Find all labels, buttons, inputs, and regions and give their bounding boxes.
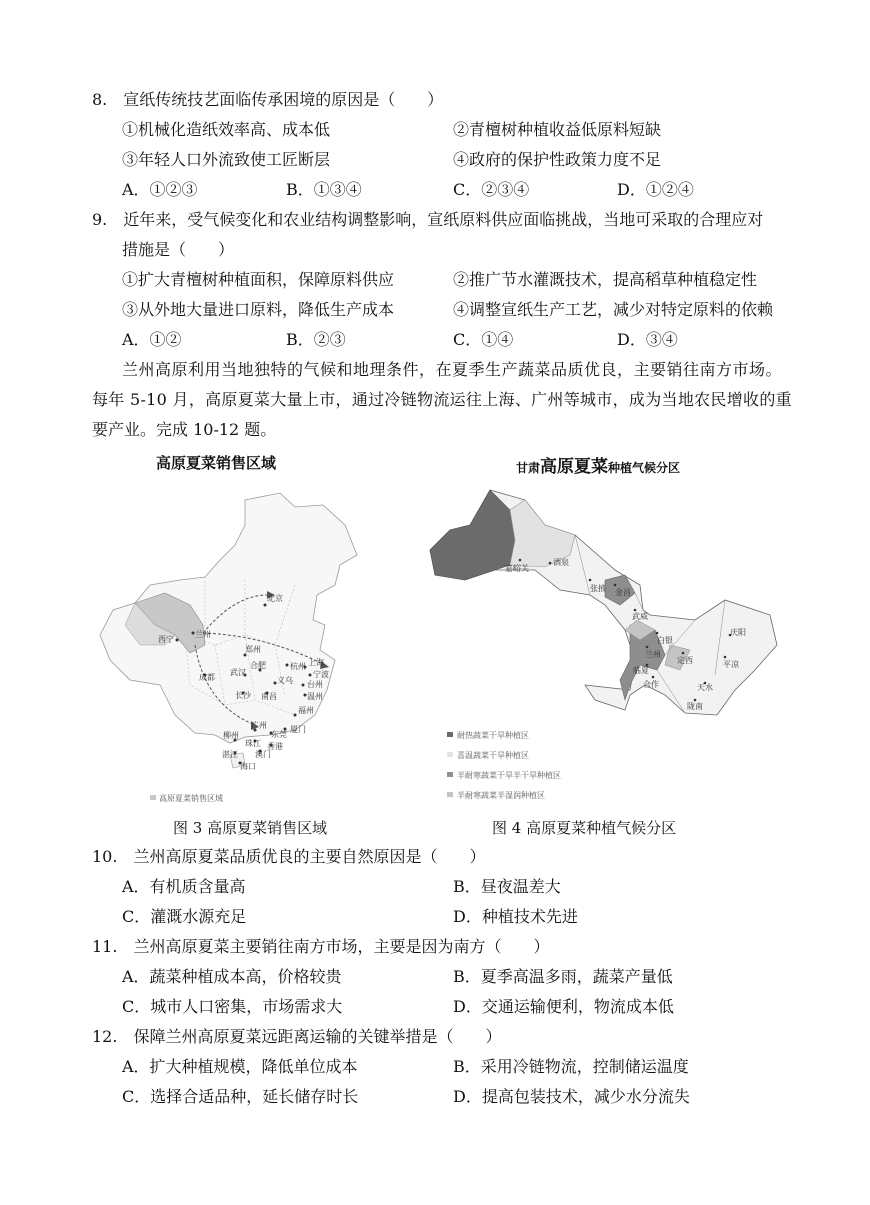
q12-option-a: A．扩大种植规模，降低单位成本 xyxy=(122,1057,358,1076)
legend-swatch xyxy=(447,792,453,797)
fig4-place-label: 嘉峪关 xyxy=(505,564,529,573)
fig4-legend xyxy=(447,730,561,800)
q9-item-2: ②推广节水灌溉技术，提高稻草种植稳定性 xyxy=(453,270,758,289)
city-label: 义乌 xyxy=(277,676,293,685)
q9-option-d: D．③④ xyxy=(617,330,678,349)
q12-option-b: B．采用冷链物流，控制储运温度 xyxy=(453,1057,689,1076)
q8-option-b: B．①③④ xyxy=(286,180,362,199)
q9-item-3: ③从外地大量进口原料，降低生产成本 xyxy=(122,300,395,319)
q10-option-d: D．种植技术先进 xyxy=(453,907,578,926)
q12-option-c: C．选择合适品种，延长储存时长 xyxy=(122,1087,359,1106)
city-label: 东莞 xyxy=(271,730,287,739)
passage-line-3: 要产业。完成 10-12 题。 xyxy=(92,420,277,439)
city-label: 西宁 xyxy=(158,635,174,644)
city-label: 长沙 xyxy=(235,691,251,700)
legend-label: 半耐寒蔬菜半湿润种植区 xyxy=(457,791,545,800)
city-label: 宁波 xyxy=(313,670,329,679)
q8-item-4: ④政府的保护性政策力度不足 xyxy=(453,150,662,169)
city-label: 湛江 xyxy=(222,750,238,759)
legend-swatch xyxy=(447,732,453,737)
passage-line-1: 兰州高原利用当地独特的气候和地理条件，在夏季生产蔬菜品质优良，主要销往南方市场。 xyxy=(122,360,783,379)
fig4-place-label: 庆阳 xyxy=(730,628,746,637)
q10-stem: 10. 兰州高原夏菜品质优良的主要自然原因是（ ） xyxy=(92,847,486,866)
q10-option-c: C．灌溉水源充足 xyxy=(122,907,247,926)
legend-swatch xyxy=(447,752,453,757)
q10-option-a: A．有机质含量高 xyxy=(122,877,246,896)
fig3-map xyxy=(95,485,365,810)
legend-label: 喜温蔬菜干旱种植区 xyxy=(457,751,529,760)
fig3-title: 高原夏菜销售区域 xyxy=(156,454,277,472)
fig4-place-label: 平凉 xyxy=(723,660,739,669)
fig4-caption: 图 4 高原夏菜种植气候分区 xyxy=(492,819,677,837)
fig4-place-label: 白银 xyxy=(657,636,673,645)
city-label: 柳州 xyxy=(223,731,239,740)
city-label: 南昌 xyxy=(261,692,277,701)
q12-option-d: D．提高包装技术，减少水分流失 xyxy=(453,1087,690,1106)
city-label: 台州 xyxy=(307,680,323,689)
q8-option-d: D．①②④ xyxy=(617,180,694,199)
city-label: 杭州 xyxy=(290,662,306,671)
q8-option-c: C．②③④ xyxy=(453,180,530,199)
city-label: 上海 xyxy=(308,658,324,667)
fig4-place-label: 定西 xyxy=(677,656,693,665)
city-label: 澳门 xyxy=(255,750,271,759)
q10-option-b: B．昼夜温差大 xyxy=(453,877,561,896)
q8-option-a: A．①②③ xyxy=(122,180,198,199)
city-label: 北京 xyxy=(267,594,283,603)
q9-stem-line2: 措施是（ ） xyxy=(122,240,235,259)
fig4-place-label: 兰州 xyxy=(645,650,661,659)
q9-item-4: ④调整宣纸生产工艺，减少对特定原料的依赖 xyxy=(453,300,774,319)
city-label: 厦门 xyxy=(290,725,306,734)
fig4-place-label: 张掖 xyxy=(590,584,606,593)
city-label: 成都 xyxy=(199,673,215,682)
fig4-place-label: 陇南 xyxy=(687,702,703,711)
fig4-map xyxy=(425,485,785,810)
city-label: 合肥 xyxy=(250,661,266,670)
legend-swatch xyxy=(447,772,453,777)
fig4-place-label: 临夏 xyxy=(633,666,649,675)
fig4-place-label: 酒泉 xyxy=(553,558,569,567)
q11-option-c: C．城市人口密集，市场需求大 xyxy=(122,997,343,1016)
q8-item-2: ②青檀树种植收益低原料短缺 xyxy=(453,120,662,139)
q9-stem-line1: 9. 近年来，受气候变化和农业结构调整影响，宣纸原料供应面临挑战，当地可采取的合理应对 xyxy=(92,210,764,229)
q8-item-3: ③年轻人口外流致使工匠断层 xyxy=(122,150,331,169)
fig3-legend: 高原夏菜销售区域 xyxy=(159,794,223,803)
city-label: 广州 xyxy=(251,721,267,730)
q11-stem: 11. 兰州高原夏菜主要销往南方市场，主要是因为南方（ ） xyxy=(92,937,550,956)
q8-stem: 8. 宣纸传统技艺面临传承困境的原因是（ ） xyxy=(92,90,444,109)
fig4-place-label: 天水 xyxy=(697,683,713,692)
q9-option-a: A．①② xyxy=(122,330,182,349)
q11-option-b: B．夏季高温多雨，蔬菜产量低 xyxy=(453,967,673,986)
q11-option-a: A．蔬菜种植成本高，价格较贵 xyxy=(122,967,342,986)
fig4-place-label: 金昌 xyxy=(615,588,631,597)
fig4-title-prefix: 甘肃 xyxy=(516,461,541,475)
fig4-place-label: 武威 xyxy=(632,612,648,621)
q12-stem: 12. 保障兰州高原夏菜远距离运输的关键举措是（ ） xyxy=(92,1027,502,1046)
city-label: 珠江 xyxy=(245,739,261,748)
fig4-title-suffix: 种植气候分区 xyxy=(608,461,681,475)
city-label: 郑州 xyxy=(245,645,261,654)
city-label: 武汉 xyxy=(230,668,246,677)
passage-line-2: 每年 5-10 月，高原夏菜大量上市，通过冷链物流运往上海、广州等城市，成为当地农民增收的重 xyxy=(92,390,792,409)
city-label: 香港 xyxy=(267,742,283,751)
fig4-place-label: 合作 xyxy=(643,680,659,689)
q11-option-d: D．交通运输便利，物流成本低 xyxy=(453,997,674,1016)
city-label: 温州 xyxy=(307,692,323,701)
city-label: 福州 xyxy=(298,706,314,715)
legend-label: 半耐寒蔬菜干旱半干旱种植区 xyxy=(457,771,561,780)
q9-item-1: ①扩大青檀树种植面积，保障原料供应 xyxy=(122,270,395,289)
city-label: 海口 xyxy=(240,762,256,771)
city-label: 兰州 xyxy=(195,630,211,639)
fig3-caption: 图 3 高原夏菜销售区域 xyxy=(173,819,328,837)
fig4-title xyxy=(516,452,680,477)
q9-option-b: B．②③ xyxy=(286,330,346,349)
fig4-title-main: 高原夏菜 xyxy=(540,457,609,477)
q8-item-1: ①机械化造纸效率高、成本低 xyxy=(122,120,331,139)
legend-label: 耐热蔬菜干旱种植区 xyxy=(457,731,529,740)
q9-option-c: C．①④ xyxy=(453,330,514,349)
